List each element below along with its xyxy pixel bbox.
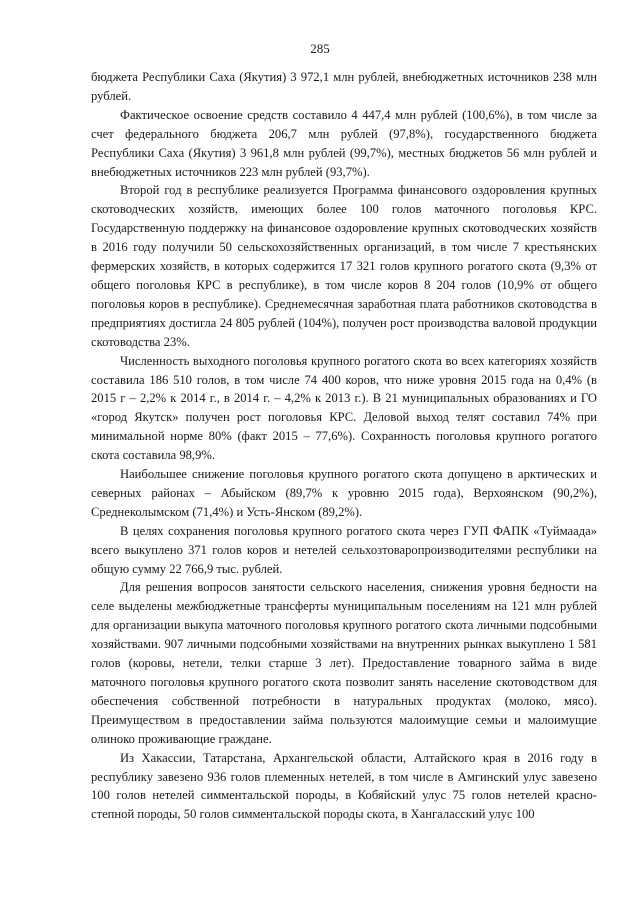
paragraph-tuimaada-purchase: В целях сохранения поголовья крупного рогатого скота через ГУП ФАПК «Туймаада» всего выкуплено 371 голов коров и нетелей сельхозтоваропроизводителями республики на общую сумму 22 766,9 тыс. рублей. <box>91 523 597 576</box>
paragraph-rural-employment: Для решения вопросов занятости сельского населения, снижения уровня бедности на селе выделены межбюджетные трансферты муниципальным поселениям на 121 млн рублей для организации выкупа маточного поголовья крупного рогатого скота личными подсобными хозяйствами. 907 личными подсобными хозяйствами на внутренних рынках выкуплено 1 581 голов (коровы, нетели, телки старше 3 лет). Предоставление товарного займа в виде маточного поголовья крупного рогатого скота позволит занять население скотоводством для обеспечения собственной потребности в натуральных продуктах (молоко, мясо). Преимуществом в предоставлении займа пользуются малоимущие семьи и малоимущие олиноко проживающие граждане. <box>91 580 597 746</box>
paragraph-recovery-program: Второй год в республике реализуется Программа финансового оздоровления крупных скотоводческих хозяйств, имеющих более 100 голов маточного поголовья КРС. Государственную поддержку на финансовое оздоровление крупных скотоводческих хозяйств в 2016 году получили 50 сельскохозяйственных организаций, в том числе 7 крестьянских фермерских хозяйств, в которых содержится 17 321 голов крупного рогатого скота (9,3% от общего поголовья КРС в республике), в том числе коров 8 204 голов (10,9% от общего поголовья коров в республике). Среднемесячная заработная плата работников скотоводства в предприятиях достигла 24 805 рублей (104%), получен рост производства валовой продукции скотоводства 23%. <box>91 183 597 349</box>
paragraph-northern-decline: Наибольшее снижение поголовья крупного рогатого скота допущено в арктических и северных районах – Абыйском (89,7% к уровню 2015 года), Верхоянском (90,2%), Среднеколымском (71,4%) и Усть-Янском (89,2%). <box>91 467 597 519</box>
paragraph-funding-actual: Фактическое освоение средств составило 4 447,4 млн рублей (100,6%), в том числе за счет федерального бюджета 206,7 млн рублей (97,8%), государственного бюджета Республики Саха (Якутия) 3 961,8 млн рублей (99,7%), местных бюджетов 56 млн рублей и внебюджетных источников 223 млн рублей (93,7%). <box>91 107 597 179</box>
page-number: 285 <box>310 41 330 56</box>
paragraph-continuation: бюджета Республики Саха (Якутия) 3 972,1 млн рублей, внебюджетных источников 238 млн рублей. <box>91 70 597 103</box>
paragraph-cattle-count: Численность выходного поголовья крупного рогатого скота во всех категориях хозяйств составила 186 510 голов, в том числе 74 400 коров, что ниже уровня 2015 года на 0,4% (в 2015 г – 2,2% к 2014 г., в 2014 г. – 4,2% к 2013 г.). В 21 муниципальных образованиях и ГО «город Якутск» получен рост поголовья КРС. Деловой выход телят составил 74% при минимальной норме 80% (факт 2015 – 77,6%). Сохранность поголовья крупного рогатого скота составила 98,9%. <box>91 353 597 463</box>
paragraph-breeding-import: Из Хакассии, Татарстана, Архангельской области, Алтайского края в 2016 году в республику завезено 936 голов племенных нетелей, в том числе в Амгинский улус завезено 100 голов нетелей симментальской породы, в Кобяйский улус 75 голов нетелей красно-степной породы, 50 голов симментальской породы скота, в Хангаласский улус 100 <box>91 750 597 822</box>
body-text <box>91 68 597 824</box>
